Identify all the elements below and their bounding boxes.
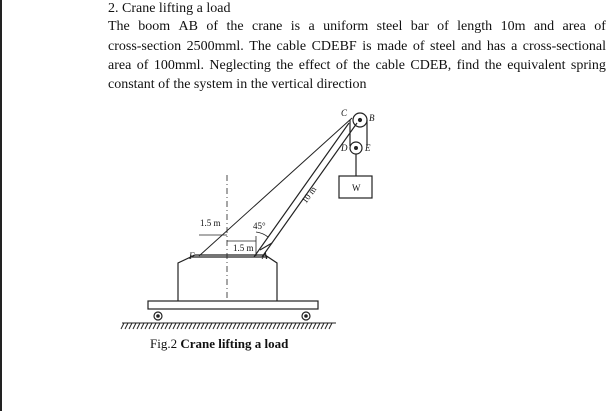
angle-arc: [256, 232, 268, 237]
label-c: C: [341, 108, 348, 118]
word: is: [290, 19, 301, 34]
word: steel: [430, 39, 456, 54]
hatch-mark: [309, 323, 312, 329]
pulley-b: [353, 113, 367, 127]
hatch-mark: [241, 323, 244, 329]
hatch-mark: [217, 323, 220, 329]
ground-hatch: [121, 323, 336, 329]
problem-line-4: constant of the system in the vertical direction: [108, 77, 367, 92]
hatch-mark: [273, 323, 276, 329]
word: equivalent: [507, 58, 566, 73]
hatch-mark: [225, 323, 228, 329]
word: 10m: [500, 19, 526, 34]
hatch-mark: [301, 323, 304, 329]
figure-caption-title: Crane lifting a load: [180, 336, 289, 351]
word: bar: [410, 19, 429, 34]
hatch-mark: [317, 323, 320, 329]
word: the: [352, 58, 371, 73]
word: cable: [276, 39, 307, 54]
hatch-mark: [329, 323, 332, 329]
hatch-mark: [269, 323, 272, 329]
hatch-mark: [201, 323, 204, 329]
crane-base: [148, 255, 318, 320]
figure-caption-prefix: Fig.2: [150, 336, 181, 351]
word: area: [562, 19, 586, 34]
word: length: [457, 19, 493, 34]
word: of: [437, 19, 449, 34]
word: 100mml.: [153, 58, 204, 73]
label-a: A: [262, 251, 268, 261]
word: of: [412, 39, 425, 54]
word: CDEB,: [410, 58, 452, 73]
label-boom-length: 10 m: [299, 184, 319, 206]
label-d: D: [341, 143, 348, 153]
hatch-mark: [249, 323, 252, 329]
word: of: [335, 58, 348, 73]
word: find: [456, 58, 480, 73]
label-w: W: [352, 183, 361, 193]
hatch-mark: [173, 323, 176, 329]
word: is: [362, 39, 372, 54]
hatch-mark: [325, 323, 328, 329]
hatch-mark: [153, 323, 156, 329]
word: spring: [570, 58, 606, 73]
hatch-mark: [313, 323, 316, 329]
figure-caption: [150, 336, 288, 352]
word: a: [308, 19, 315, 34]
label-b: B: [369, 113, 375, 123]
word: the: [484, 58, 502, 73]
hatch-mark: [257, 323, 260, 329]
word: a: [511, 39, 518, 54]
hatch-mark: [229, 323, 232, 329]
label-f: F: [189, 251, 195, 261]
hatch-mark: [121, 323, 124, 329]
hatch-mark: [253, 323, 256, 329]
word: of: [136, 58, 149, 73]
hatch-mark: [137, 323, 140, 329]
word: Neglecting: [209, 58, 271, 73]
hatch-mark: [293, 323, 296, 329]
hatch-mark: [233, 323, 236, 329]
hatch-mark: [261, 323, 264, 329]
hatch-mark: [193, 323, 196, 329]
hatch-mark: [129, 323, 132, 329]
hatch-mark: [165, 323, 168, 329]
hatch-mark: [289, 323, 292, 329]
hatch-mark: [197, 323, 200, 329]
hatch-mark: [281, 323, 284, 329]
word: boom: [138, 19, 171, 34]
hatch-mark: [177, 323, 180, 329]
problem-title: 2. Crane lifting a load: [108, 1, 231, 16]
word: cross-sectional: [522, 39, 606, 54]
hatch-mark: [277, 323, 280, 329]
word: 2500mml.: [186, 39, 244, 54]
word: of: [594, 19, 606, 34]
hatch-mark: [321, 323, 324, 329]
word: crane: [252, 19, 283, 34]
label-dim-lower: 1.5 m: [233, 243, 254, 253]
label-angle: 45°: [253, 221, 266, 231]
hatch-mark: [285, 323, 288, 329]
word: effect: [298, 58, 331, 73]
hatch-mark: [265, 323, 268, 329]
hatch-mark: [297, 323, 300, 329]
word: cable: [375, 58, 405, 73]
word: The: [108, 19, 130, 34]
word: uniform: [323, 19, 369, 34]
word: and: [461, 39, 482, 54]
hatch-mark: [305, 323, 308, 329]
word: cross-section: [108, 39, 182, 54]
word: AB: [178, 19, 198, 34]
hatch-mark: [169, 323, 172, 329]
hatch-mark: [221, 323, 224, 329]
hatch-mark: [237, 323, 240, 329]
hatch-mark: [189, 323, 192, 329]
hatch-mark: [149, 323, 152, 329]
hatch-mark: [157, 323, 160, 329]
hatch-mark: [133, 323, 136, 329]
hatch-mark: [141, 323, 144, 329]
word: of: [206, 19, 219, 34]
label-e: E: [365, 143, 371, 153]
word: the: [226, 19, 244, 34]
word: and: [533, 19, 555, 34]
hatch-mark: [213, 323, 216, 329]
word: The: [249, 39, 272, 54]
hatch-mark: [205, 323, 208, 329]
word: the: [276, 58, 294, 73]
hatch-mark: [161, 323, 164, 329]
hatch-mark: [181, 323, 184, 329]
word: steel: [376, 19, 403, 34]
hatch-mark: [245, 323, 248, 329]
hatch-mark: [209, 323, 212, 329]
label-dim-upper: 1.5 m: [200, 218, 221, 228]
hatch-mark: [125, 323, 128, 329]
hatch-mark: [185, 323, 188, 329]
word: has: [486, 39, 506, 54]
word: CDEBF: [311, 39, 357, 54]
word: made: [377, 39, 408, 54]
hatch-mark: [145, 323, 148, 329]
word: area: [108, 58, 132, 73]
